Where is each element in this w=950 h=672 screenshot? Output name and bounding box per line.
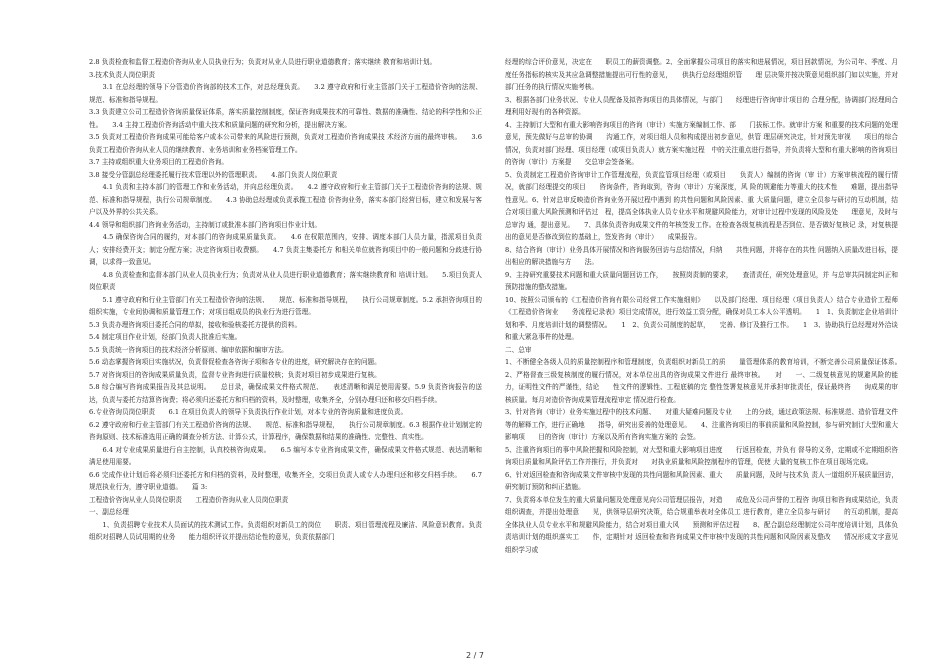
paragraph: 1、不断健全各级人员的质量控制程序和管理制度，负责组织对新员工的质 量管理体系的教育培训，不断完善公司质量保证体系。 2、严格督查三级复核制度的履行情况，对本单位出具的咨询成果文件进行 最终审核。 对 一、二级复核意见的规避风险的能力，证明性文件的严谨性，结论 性文件的逻辑性、工程底稿的完 整性签署复核意见并承担审批责任，保证最终咨 询成果的审核质量。每月对造价咨询成果管理流程审定 情况进行检查。	[505, 358, 912, 404]
paragraph: 二、总审	[505, 345, 532, 354]
paragraph: 3.技术负责人岗位职责	[89, 70, 156, 79]
paragraph: 3.1 在总经理的领导下分管造价咨询部的技术工作，对总经理负责。 3.2 遵守政府和行业主管部门关于工程造价咨询的法规、规范、标准和指导规程。	[89, 83, 482, 104]
paragraph: 6、针对返回检查和咨询成果文件审核中发现的共性问题和风险因素、重大 质量问题，及时与技术负 责人一道组织开展质量回访，研究制订预防和纠正措施。	[505, 470, 898, 491]
paragraph: 4、主持制订大型和有重大影响咨询项目的咨询（审计）实施方案编制工作、部 门拔标工作。就审计方案 和重要的技术问题的处理意见，预先做好与总审的协调 沟通工作，对项目组人员和构成提出初步意见，供管 理层研究决定，针对预先审视 项目的综合情况，负责对部门经理、项目经理（或项目负责人）就方案实施过程 中的关注重点进行指导，并负责将大型和有重大影响的咨询项目的咨询（审计）方案提 交总审会签备案。	[505, 120, 898, 166]
paragraph: 经理的综合评价意见，决定在 职员工的薪资调整。2、全面掌握公司项目的落实和进展情况，项目回款情况，为公司年、季度、月度任务指标的核实及其应急调整措施提出可行性的意见， 供执行总经理组织管 理 层决策并按决策意见组织部门如以实施，并对部门任务的执行情况实施考核。	[505, 58, 898, 91]
paragraph: 5.3 负责办理咨询项目委托合同的草拟，接收和验核委托方提供的资料。	[89, 320, 302, 329]
left-column	[89, 56, 482, 544]
paragraph: 5.7 对咨询项目的咨询成果质量负责，监督专业咨询进行质量校核；负责对项目初步成果进行复核。	[89, 370, 381, 379]
paragraph: 6.4 对专业成果质量进行自主控制，认真校核咨询成果。 6.5 编写本专业咨询成果文件，确保成果文件格式规范、表达清晰和满足使用需要。	[89, 445, 482, 466]
paragraph: 5.8 综合编写咨询成果报告及其总说明。 总目录，确保成果文件格式规范、 表述清晰和满足使用需要。5.9 负责咨询报告的送达，负责与委托方结算咨询费；将必须归还委托方和归档的资料，及时整理，收集齐全，分别办理归还和移交归档手续。	[89, 383, 482, 404]
paragraph: 5、负责制定工程造价咨询审计工作管理流程，负责监管项目经理（或项目 负责人）编制的咨询（审 计）方案审核流程的履行情况，就部门经理提交的项目 咨询条件，咨询取到，咨询（审计）方案深度，风 险的规避能力等重大的技术性 难题，提出指导性意见。6、针对总审反映造价咨询业务开展过程中遇到 的共性问题和风险因素、重 大质量问题，建立全员参与研讨的互动机制，结合对项目重大风险预测和评估过 程，提高全体执业人员专业水平和规避风险能力，对审计过程中发现的风险及处 理意见，及时与总审沟 通，提出意见。 7、具体负责咨询成果文件的年核签发工作。在检查各级复核流程是否到位、是否做好复核记 录，对复核提出的意见是否修改到位的基础上，签发咨询（审计） 成果报告。	[505, 170, 898, 241]
paragraph: 4.4 领导和组织部门咨询业务活动，主持制订或批准本部门咨询项目作业计划。	[89, 220, 322, 229]
paragraph: 3.5 负责对工程造价咨询成果可能给客户或本公司带来的风险进行预测，负责对工程造价咨询成果技 术经济方面的最终审核。 3.6 负责工程造价咨询从业人员的继续教育、业务培训和业务档案管理工作。	[89, 133, 482, 154]
paragraph: 6.专业咨询员岗位职责 6.1 在项目负责人的领导下负责执行作业计划，对本专业的咨询质量和进度负责。	[89, 408, 408, 416]
paragraph: 5、注重咨询项目的事中风险把握和风险控制，对大型和重大影响项目进度 行返回检查，并负有 督导的义务，定期或不定期组织咨询项目质量和风险评估工作并推行，并负责对 对执业质量和风险控制程序的管理，促使 大量的复核工作在项目现场完成。	[505, 445, 898, 466]
right-column	[505, 56, 912, 556]
paragraph: 3、根据各部门业务状况、专业人员配备及拟咨询项目的具体情况，与部门 经理进行咨询审计项目的 合理分配，协调部门经理间合理利用好现有的各种资源。	[505, 95, 898, 116]
paragraph: 5.4 制定项目作业计划，经部门负责人批准后实施。	[89, 333, 242, 341]
paragraph: 5.1 遵守政府和行业主管部门有关工程造价咨询的法规、 规范、标准和指导规程， 执行公司规章制度。5.2 承担咨询项目的组织实施，专业间协调和质量管理工作；对项目组成员的执业行为进行管理。	[89, 295, 482, 316]
paragraph: 3.7 主持或组织重大业务项目的工程造价咨询。	[89, 158, 229, 166]
paragraph: 2.8 负责检查和监督工程造价咨询从业人员执业行为；负责对从业人员进行职业道德教育；落实继续 教育和培训计划。	[89, 58, 437, 66]
paragraph: 5.5 负责统一咨询项目的技术经济分析原则、编审依据和编审方法。	[89, 345, 288, 354]
paragraph: 4.8 负责检查和监督本部门从业人员执业行为；负责对从业人员进行职业道德教育；落实继续教育和 培训计划。 5.项目负责人岗位职责	[89, 270, 482, 291]
paragraph: 6.2 遵守政府和行业主管部门有关工程造价咨询的法规、 规范、标准和指导规程， 执行公司规章制度。6.3 根据作业计划制定的咨询原则、技术标准选用正确的调查分析方法、计算公式，计算程序，确保数据和结果的准确性、完整性、真实性。	[89, 420, 482, 441]
paragraph: 4.1 负责和主持本部门的管理工作和业务活动，并向总经理负责。 4.2 遵守政府和行业主管部门关于工程造价咨询的法规、规范、标准和指导规程，执行公司规章制度。 4.3 协助总经理或负责承揽工程造 价咨询业务，落实本部门经营目标，建立和发展与客户以及外界的公共关系。	[89, 183, 482, 216]
paragraph: 5.6 动态掌握咨询项目实施状况，负责督促检查各咨询子项和各专业的进度，研究解决存在的问题。	[89, 358, 381, 366]
paragraph: 9、主持研究重要技术问题和重大质量问题回访工作， 按照岗责制的要求， 查清责任，研究处理意见，并 与总审共同制定纠正和预防措施的整改措施。	[505, 270, 898, 291]
paragraph: 4.5 确保咨询合同的履约，对本部门的咨询成果质量负责。 4.6 在权限范围内，安排、调度本部门人员力量，指派项目负责人；安排经费开支；制定分配方案；决定咨询项目收费额。 4.7 负责主集委托方 和相关单位就咨询项目中的一般问题和分歧进行协调，以求得一致意见。	[89, 233, 482, 266]
paragraph: 工程造价咨询从业人员岗位职责 工程造价咨询从业人员岗位职责	[89, 495, 289, 504]
paragraph: 10、按照公司颁布的《工程造价咨询有限公司经营工作实施细则》 以及部门经理、项目经理（项目负责人）结合专业造价工程师《工程造价咨询业 务流程记录表》项目完成情况，进行效益工资分配，确保对员工本人公平透明。 1 1、负责制定企业培训计划和季、月度培训计划的调整情况。 1 2、负责公司制度的起草， 完善、修订及推行工作。 1 3、协助执行总经理对外洽谈和重大紧急事件的处理。	[505, 295, 898, 341]
paragraph: 8、结合咨询（审计）业务具体开展情况和咨询服务回访与总结情况，归纳 共性问题，并将存在的共性 问题纳入质量改进目标，提出相应的解决措施与方 法。	[505, 245, 898, 266]
paragraph: 3.8 接受分管副总经理委托履行技术管理以外的管理职责。 4.部门负责人岗位职责	[89, 170, 338, 179]
paragraph: 7、负责将本单位发生的重大质量问题及处理意见向公司管理层报告，对造 成危及公司声誉的工程咨 询项目和咨询成果结论，负责组织调查，并提出处理意 见，供领导层研究决策，给合规重举表对全体员工 进行教育，建立全员参与研讨 的互动机制，提高全体执业人员专业水平和规避风险能力，结合对项目重大风 预测和评估过程 8、配合副总经理制定公司年度培训计划，具体负责培训计划的组织落实工 作，定期针对 返回检查和咨询成果文件审核中发现的共性问题和风险因素及整改 情况形成文字意见组织学习或	[505, 495, 898, 554]
paragraph: 一、副总经理	[89, 508, 129, 516]
page-number: 2 / 7	[466, 651, 484, 660]
paragraph: 1、负责招聘专业技术人员面试的技术测试工作。负责组织对新员工的岗位 职责、项目管理流程及廉洁、风险意识教育。负责组织对招聘人员试用期的业务 能力组织评议并提出结论性的意见，负责依据部门	[89, 520, 482, 541]
paragraph: 6.6 完成作业计划后将必须归还委托方和归档的资料，及时整理，收集齐全，交项目负责人或专人办理归还和移交归档手续。 6.7 规范执业行为，遵守职业道德。 篇 3:	[89, 470, 482, 491]
paragraph: 3、针对咨询（审计）业务实施过程中的技术问题、 对重大疑难问题及专业 上的分歧，通过政策法规、标准规范、造价管理文件等的解释工作，进行正确地 指导，研究出妥善的处理意见。 4、注重咨询项目的事前质量和风险控制，参与研究制订大型和重大影响项 目的咨询（审计）方案以及所有咨询实施方案的 会签。	[505, 408, 898, 441]
paragraph: 3.3 负责建立公司工程造价咨询质量保证体系，落实质量控制制度，保证咨询成果技术的可靠性、数据的准确性、结论的科学性和公正性。 3.4 主持工程造价咨询活动中重大技术和质量问题的研究和分析，提出解决方案。	[89, 108, 482, 129]
